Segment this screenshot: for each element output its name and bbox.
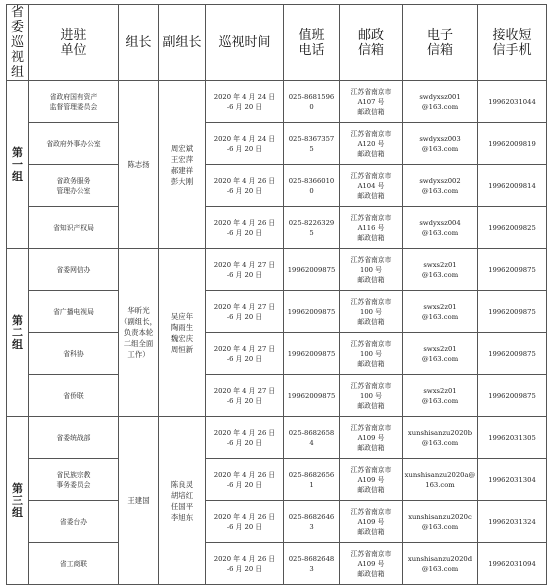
unit-cell: 省委网信办 <box>29 249 119 291</box>
sms-cell: 19962031094 <box>478 543 547 585</box>
table-row <box>7 123 547 165</box>
email-cell: xunshisanzu2020a@ 163.com <box>403 459 478 501</box>
phone-cell: 19962009875 <box>284 333 340 375</box>
unit-cell: 省科协 <box>29 333 119 375</box>
sms-cell: 19962031305 <box>478 417 547 459</box>
table-row <box>7 249 547 291</box>
period-cell: 2020 年 4 月 27 日 -6 月 20 日 <box>206 333 284 375</box>
mailbox-cell: 江苏省南京市 A109 号 邮政信箱 <box>340 459 403 501</box>
group-label: 第二组 <box>7 249 29 417</box>
leader-cell: 华昕光 （副组长， 负责本轮 二组全面 工作） <box>119 249 159 417</box>
unit-cell: 省广播电视局 <box>29 291 119 333</box>
period-cell: 2020 年 4 月 27 日 -6 月 20 日 <box>206 249 284 291</box>
sms-cell: 19962031304 <box>478 459 547 501</box>
period-cell: 2020 年 4 月 26 日 -6 月 20 日 <box>206 417 284 459</box>
group-label: 第一组 <box>7 81 29 249</box>
email-cell: swdyxsz002 @163.com <box>403 165 478 207</box>
mailbox-cell: 江苏省南京市 A109 号 邮政信箱 <box>340 543 403 585</box>
table-row <box>7 417 547 459</box>
mailbox-cell: 江苏省南京市 A109 号 邮政信箱 <box>340 501 403 543</box>
sms-cell: 19962031044 <box>478 81 547 123</box>
email-cell: xunshisanzu2020b @163.com <box>403 417 478 459</box>
phone-cell: 025-8366010 0 <box>284 165 340 207</box>
mailbox-cell: 江苏省南京市 A104 号 邮政信箱 <box>340 165 403 207</box>
sms-cell: 19962009819 <box>478 123 547 165</box>
inspection-schedule-table <box>6 4 547 585</box>
phone-cell: 025-8226329 5 <box>284 207 340 249</box>
sms-cell: 19962009875 <box>478 375 547 417</box>
email-cell: swxs2z01 @163.com <box>403 375 478 417</box>
period-cell: 2020 年 4 月 24 日 -6 月 20 日 <box>206 81 284 123</box>
phone-cell: 19962009875 <box>284 249 340 291</box>
leader-cell: 陈志扬 <box>119 81 159 249</box>
header-row <box>7 5 547 81</box>
table-row <box>7 291 547 333</box>
leader-cell: 王建国 <box>119 417 159 585</box>
period-cell: 2020 年 4 月 26 日 -6 月 20 日 <box>206 207 284 249</box>
phone-cell: 025-8682656 1 <box>284 459 340 501</box>
unit-cell: 省委台办 <box>29 501 119 543</box>
unit-cell: 省委统战部 <box>29 417 119 459</box>
header-period: 巡视时间 <box>206 5 284 81</box>
phone-cell: 025-8681596 0 <box>284 81 340 123</box>
phone-cell: 025-8367357 5 <box>284 123 340 165</box>
table-row <box>7 165 547 207</box>
header-phone: 值班 电话 <box>284 5 340 81</box>
unit-cell: 省政务服务 管理办公室 <box>29 165 119 207</box>
header-group: 省委巡视组 <box>7 5 29 81</box>
unit-cell: 省工商联 <box>29 543 119 585</box>
mailbox-cell: 江苏省南京市 100 号 邮政信箱 <box>340 333 403 375</box>
table-row <box>7 459 547 501</box>
mailbox-cell: 江苏省南京市 100 号 邮政信箱 <box>340 291 403 333</box>
sms-cell: 19962009814 <box>478 165 547 207</box>
sms-cell: 19962009825 <box>478 207 547 249</box>
header-deputy: 副组长 <box>159 5 206 81</box>
header-unit: 进驻 单位 <box>29 5 119 81</box>
email-cell: swdyxsz003 @163.com <box>403 123 478 165</box>
email-cell: swdyxsz001 @163.com <box>403 81 478 123</box>
period-cell: 2020 年 4 月 26 日 -6 月 20 日 <box>206 501 284 543</box>
table-row <box>7 207 547 249</box>
mailbox-cell: 江苏省南京市 100 号 邮政信箱 <box>340 249 403 291</box>
mailbox-cell: 江苏省南京市 100 号 邮政信箱 <box>340 375 403 417</box>
deputy-cell: 周宏斌 王宏萍 郝建祥 彭大刚 <box>159 81 206 249</box>
mailbox-cell: 江苏省南京市 A120 号 邮政信箱 <box>340 123 403 165</box>
unit-cell: 省民族宗教 事务委员会 <box>29 459 119 501</box>
header-sms: 接收短 信手机 <box>478 5 547 81</box>
deputy-cell: 陈良灵 胡培红 任国平 李旭东 <box>159 417 206 585</box>
email-cell: xunshisanzu2020c @163.com <box>403 501 478 543</box>
email-cell: swxs2z01 @163.com <box>403 333 478 375</box>
unit-cell: 省政府外事办公室 <box>29 123 119 165</box>
email-cell: xunshisanzu2020d @163.com <box>403 543 478 585</box>
table-row <box>7 543 547 585</box>
period-cell: 2020 年 4 月 24 日 -6 月 20 日 <box>206 123 284 165</box>
deputy-cell: 吴应年 陶雨生 魏宏庆 周恒新 <box>159 249 206 417</box>
mailbox-cell: 江苏省南京市 A107 号 邮政信箱 <box>340 81 403 123</box>
unit-cell: 省侨联 <box>29 375 119 417</box>
period-cell: 2020 年 4 月 27 日 -6 月 20 日 <box>206 291 284 333</box>
phone-cell: 025-8682648 3 <box>284 543 340 585</box>
group-label: 第三组 <box>7 417 29 585</box>
header-email: 电子 信箱 <box>403 5 478 81</box>
sms-cell: 19962009875 <box>478 249 547 291</box>
phone-cell: 19962009875 <box>284 375 340 417</box>
email-cell: swxs2z01 @163.com <box>403 291 478 333</box>
mailbox-cell: 江苏省南京市 A109 号 邮政信箱 <box>340 417 403 459</box>
mailbox-cell: 江苏省南京市 A116 号 邮政信箱 <box>340 207 403 249</box>
table-row <box>7 375 547 417</box>
header-leader: 组长 <box>119 5 159 81</box>
sms-cell: 19962009875 <box>478 291 547 333</box>
period-cell: 2020 年 4 月 26 日 -6 月 20 日 <box>206 459 284 501</box>
period-cell: 2020 年 4 月 27 日 -6 月 20 日 <box>206 375 284 417</box>
table-row <box>7 81 547 123</box>
table-row <box>7 333 547 375</box>
unit-cell: 省政府国有资产 监督管理委员会 <box>29 81 119 123</box>
email-cell: swxs2z01 @163.com <box>403 249 478 291</box>
sms-cell: 19962031324 <box>478 501 547 543</box>
phone-cell: 025-8682646 3 <box>284 501 340 543</box>
sms-cell: 19962009875 <box>478 333 547 375</box>
phone-cell: 025-8682658 4 <box>284 417 340 459</box>
email-cell: swdyxsz004 @163.com <box>403 207 478 249</box>
phone-cell: 19962009875 <box>284 291 340 333</box>
period-cell: 2020 年 4 月 26 日 -6 月 20 日 <box>206 543 284 585</box>
period-cell: 2020 年 4 月 26 日 -6 月 20 日 <box>206 165 284 207</box>
unit-cell: 省知识产权局 <box>29 207 119 249</box>
header-mailbox: 邮政 信箱 <box>340 5 403 81</box>
table-row <box>7 501 547 543</box>
